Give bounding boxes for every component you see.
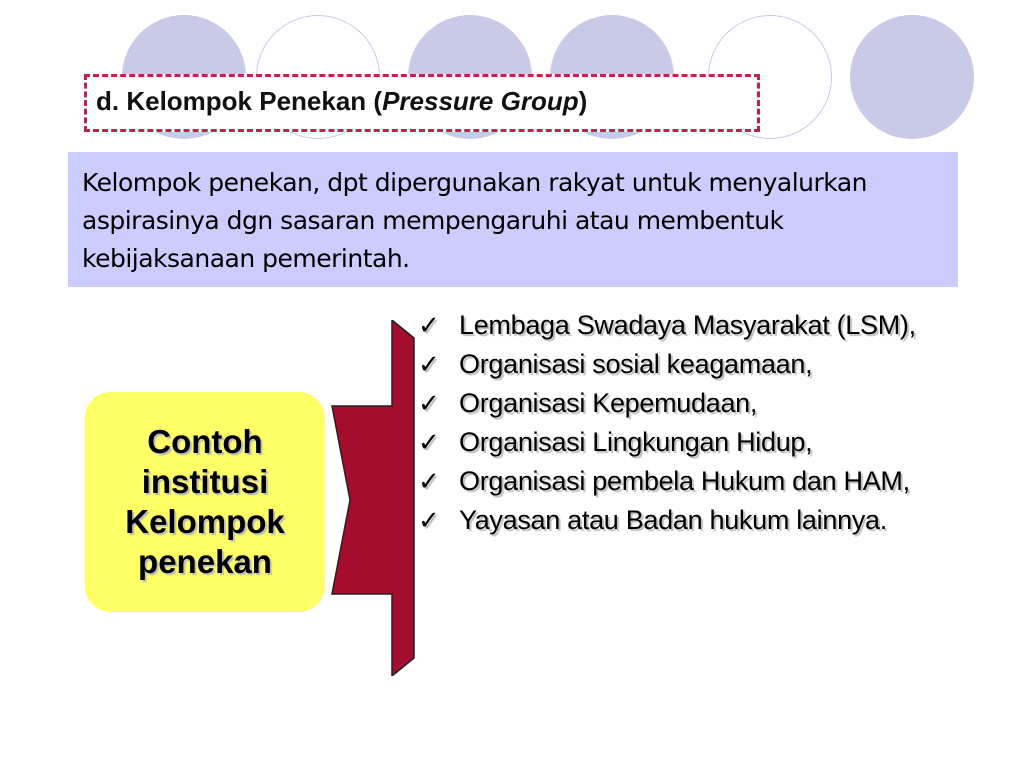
box-label-line: institusi [141, 463, 269, 500]
list-item-text: Lembaga Swadaya Masyarakat (LSM), [459, 310, 916, 340]
list-item-text: Organisasi Kepemudaan, [459, 388, 758, 418]
box-label-line: Contoh [147, 423, 263, 460]
example-label-box [85, 392, 325, 612]
list-item [418, 462, 978, 501]
title-prefix: d. Kelompok Penekan ( [96, 86, 383, 116]
list-item [418, 423, 978, 462]
box-label-line: penekan [138, 543, 272, 580]
list-item [418, 306, 978, 345]
chevron-arrow-icon [330, 320, 420, 676]
check-mark-icon: ✓ [418, 388, 440, 418]
example-list [418, 306, 978, 540]
list-item [418, 501, 978, 540]
title-suffix: ) [578, 86, 588, 116]
list-item-text: Organisasi Lingkungan Hidup, [459, 427, 813, 457]
box-label-line: Kelompok [125, 503, 285, 540]
decor-circle-6 [850, 15, 974, 139]
check-mark-icon: ✓ [418, 349, 440, 379]
list-item [418, 384, 978, 423]
slide-title [96, 86, 587, 117]
check-mark-icon: ✓ [418, 505, 440, 535]
description-box: Kelompok penekan, dpt dipergunakan rakyat untuk menyalurkan aspirasinya dgn sasaran mempengaruhi atau membentuk kebijaksanaan pemerintah. [68, 152, 958, 287]
list-item [418, 345, 978, 384]
check-mark-icon: ✓ [418, 310, 440, 340]
title-italic: Pressure Group [382, 86, 579, 116]
check-mark-icon: ✓ [418, 427, 440, 457]
check-mark-icon: ✓ [418, 466, 440, 496]
list-item-text: Organisasi pembela Hukum dan HAM, [459, 466, 910, 496]
list-item-text: Organisasi sosial keagamaan, [459, 349, 813, 379]
list-item-text: Yayasan atau Badan hukum lainnya. [459, 505, 887, 535]
